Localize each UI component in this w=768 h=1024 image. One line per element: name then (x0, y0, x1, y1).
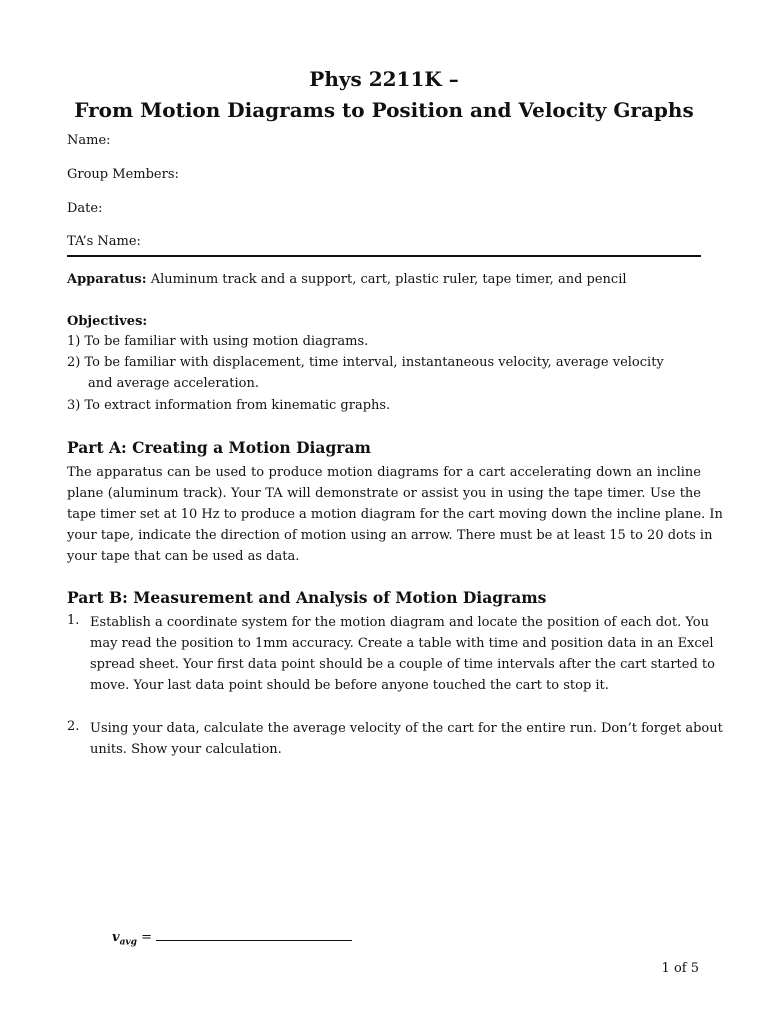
objective-2-line-2: and average acceleration. (88, 376, 260, 391)
part-a-line: your tape, indicate the direction of motion using an arrow. There must be at least 15 to 20 dots in (67, 528, 713, 543)
objective-3: 3) To extract information from kinematic graphs. (67, 398, 391, 413)
header-divider (67, 255, 701, 257)
part-a-paragraph (67, 462, 723, 567)
part-b-item-1-line: spread sheet. Your first data point should be a couple of time intervals after the cart started to (90, 657, 715, 672)
equals-sign: = (141, 930, 152, 945)
part-b-item-1-number: 1. (67, 613, 80, 628)
part-b-item-1-line: may read the position to 1mm accuracy. Create a table with time and position data in an Excel (90, 636, 714, 651)
document-title: From Motion Diagrams to Position and Velocity Graphs (74, 98, 694, 122)
velocity-subscript: avg (119, 937, 137, 948)
part-b-heading: Part B: Measurement and Analysis of Motion Diagrams (67, 588, 547, 607)
part-b-item-1-line: Establish a coordinate system for the motion diagram and locate the position of each dot. You (90, 615, 709, 630)
part-a-line: tape timer set at 10 Hz to produce a motion diagram for the cart moving down the incline plane. In (67, 507, 723, 522)
apparatus-text: Aluminum track and a support, cart, plastic ruler, tape timer, and pencil (150, 272, 627, 287)
apparatus-label: Apparatus: (67, 272, 147, 287)
part-a-line: plane (aluminum track). Your TA will demonstrate or assist you in using the tape timer. Use the (67, 486, 701, 501)
part-b-item-2-line: units. Show your calculation. (90, 742, 282, 757)
part-b-item-2-text (90, 718, 723, 760)
page-number: 1 of 5 (661, 961, 699, 976)
part-b-item-1-line: move. Your last data point should be before anyone touched the cart to stop it. (90, 678, 609, 693)
part-a-line: The apparatus can be used to produce motion diagrams for a cart accelerating down an incline (67, 465, 701, 480)
part-b-item-1-text (90, 612, 715, 696)
group-members-field-label: Group Members: (67, 167, 179, 182)
part-b-item-2-number: 2. (67, 719, 80, 734)
part-b-item-2-line: Using your data, calculate the average velocity of the cart for the entire run. Don’t forget about (90, 721, 723, 736)
average-velocity-answer (112, 930, 352, 948)
name-field-label: Name: (67, 133, 111, 148)
ta-name-field-label: TA’s Name: (67, 234, 141, 249)
objective-2-line-1: 2) To be familiar with displacement, time interval, instantaneous velocity, average velocity (67, 355, 664, 370)
objective-1: 1) To be familiar with using motion diagrams. (67, 334, 369, 349)
velocity-symbol: v (112, 930, 120, 945)
apparatus-line (67, 272, 627, 287)
objectives-label: Objectives: (67, 314, 148, 329)
course-title: Phys 2211K – (309, 67, 459, 91)
part-a-heading: Part A: Creating a Motion Diagram (67, 438, 371, 457)
date-field-label: Date: (67, 201, 103, 216)
part-a-line: your tape that can be used as data. (67, 549, 300, 564)
answer-blank-line[interactable] (156, 930, 352, 941)
